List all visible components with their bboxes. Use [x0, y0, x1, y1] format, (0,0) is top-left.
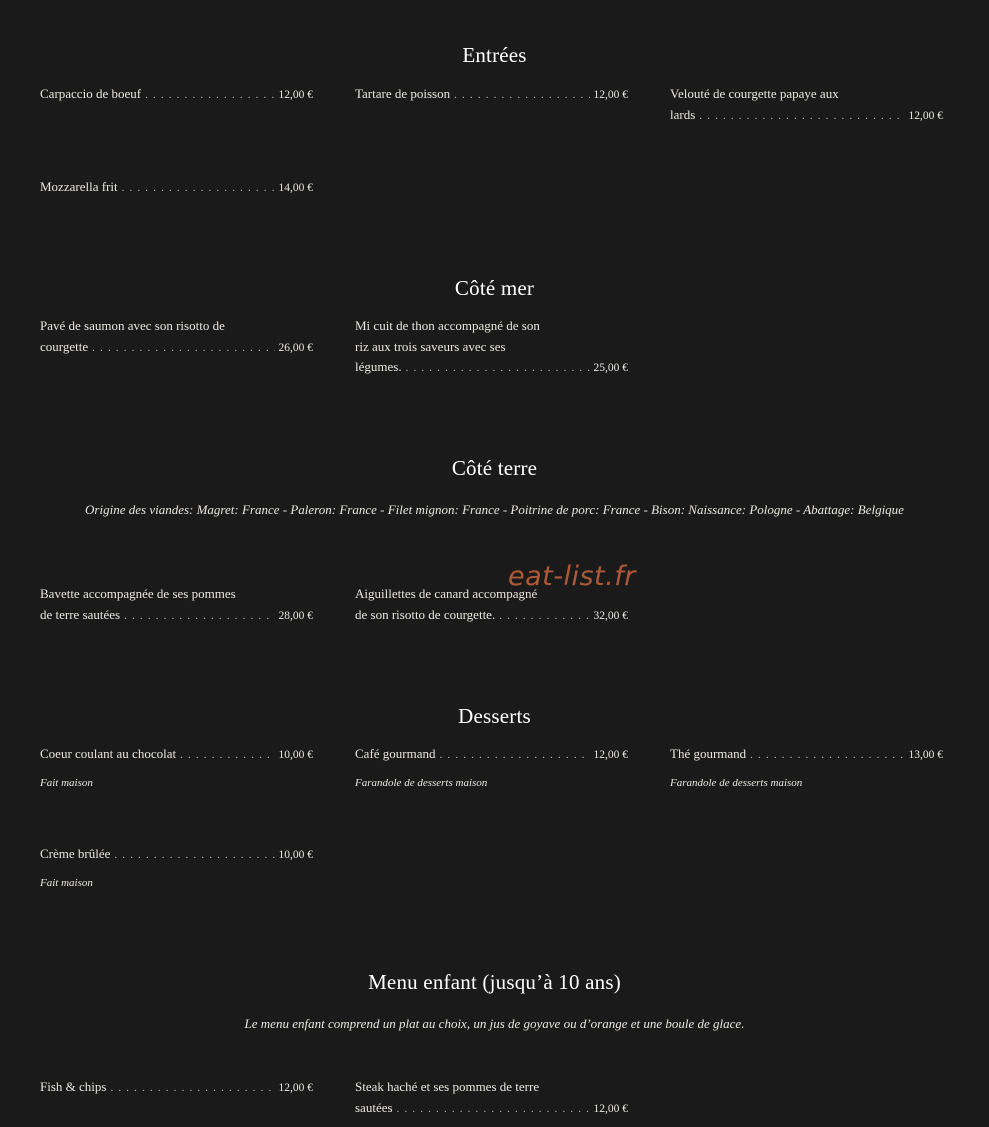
item-name: Mozzarella frit: [40, 179, 118, 194]
menu-item: [40, 84, 313, 106]
section-title-cote-mer: Côté mer: [454, 276, 535, 300]
menu-item: [40, 744, 313, 793]
dot-leader: [440, 745, 590, 766]
item-description: Fait maison: [40, 876, 93, 889]
item-name-line: Pavé de saumon avec son risotto de: [40, 318, 225, 333]
item-name-line: sautées: [355, 1099, 393, 1115]
menu-item: [355, 316, 628, 379]
dot-leader: [180, 745, 274, 766]
menu-item: [40, 844, 313, 893]
item-name-line: riz aux trois saveurs avec ses: [355, 338, 506, 354]
item-price: 12,00 €: [593, 89, 628, 101]
menu-item: [355, 84, 628, 106]
menu-item: [40, 1077, 313, 1099]
menu-item: [40, 316, 313, 358]
item-price: 12,00 €: [593, 749, 628, 761]
section-title-entrees: Entrées: [462, 43, 527, 67]
menu-item: [40, 584, 313, 626]
item-name-line: Mi cuit de thon accompagné de son: [355, 318, 540, 333]
dot-leader: [145, 85, 274, 106]
item-name-line: de son risotto de courgette.: [355, 606, 496, 622]
item-price: 26,00 €: [278, 341, 313, 354]
item-price: 10,00 €: [278, 749, 313, 761]
section-title-cote-terre: Côté terre: [451, 456, 538, 480]
dot-leader: [92, 338, 274, 359]
item-name-line: Steak haché et ses pommes de terre: [355, 1079, 540, 1094]
item-price: 28,00 €: [278, 609, 313, 622]
item-name-line: Bavette accompagnée de ses pommes: [40, 586, 236, 601]
item-name-line: de terre sautées: [40, 606, 121, 622]
item-name: Coeur coulant au chocolat: [40, 746, 177, 761]
menu-item: [355, 744, 628, 793]
section-title-menu-enfant: Menu enfant (jusqu’à 10 ans): [368, 970, 621, 994]
item-description: Fait maison: [40, 776, 93, 789]
item-price: 12,00 €: [593, 1102, 628, 1115]
item-name-line: Velouté de courgette papaye aux: [670, 86, 839, 101]
dot-leader: [122, 178, 275, 199]
item-name-line: légumes.: [355, 359, 402, 374]
menu-item: [355, 1077, 628, 1119]
item-name: Crème brûlée: [40, 846, 111, 861]
dot-leader: [114, 845, 274, 866]
dot-leader: [499, 606, 589, 627]
menu-item: [40, 177, 313, 199]
item-price: 12,00 €: [278, 1082, 313, 1094]
item-description: Farandole de desserts maison: [355, 776, 488, 789]
menu-item: [670, 84, 943, 126]
dot-leader: [406, 358, 590, 379]
item-name: Carpaccio de boeuf: [40, 86, 142, 101]
dot-leader: [750, 745, 904, 766]
item-price: 12,00 €: [278, 89, 313, 101]
item-name: Tartare de poisson: [355, 86, 451, 101]
item-description: Farandole de desserts maison: [670, 776, 803, 789]
dot-leader: [397, 1099, 590, 1120]
item-price: 12,00 €: [908, 109, 943, 122]
item-price: 14,00 €: [278, 182, 313, 194]
item-price: 13,00 €: [908, 749, 943, 761]
item-name-line: Aiguillettes de canard accompagné: [355, 586, 538, 601]
menu-item: [670, 744, 943, 793]
dot-leader: [699, 106, 904, 127]
section-title-desserts: Desserts: [458, 704, 531, 728]
section-note-meat-origin: Origine des viandes: Magret: France - Paleron: France - Filet mignon: France - Poitrine de porc: France - Bison: Naissance: Pologne - Abattage: Belgique: [85, 502, 904, 517]
dot-leader: [454, 85, 589, 106]
watermark-logo: eat-list.fr: [508, 561, 636, 592]
dot-leader: [110, 1078, 274, 1099]
item-price: 25,00 €: [593, 362, 628, 374]
item-name: Thé gourmand: [670, 746, 747, 761]
item-name-line: courgette: [40, 338, 89, 354]
section-note-kids-menu: Le menu enfant comprend un plat au choix, un jus de goyave ou d’orange et une boule de glace.: [244, 1016, 745, 1031]
item-price: 32,00 €: [593, 609, 628, 622]
item-name: Café gourmand: [355, 746, 436, 761]
item-price: 10,00 €: [278, 849, 313, 861]
dot-leader: [124, 606, 274, 627]
item-name: Fish & chips: [40, 1079, 107, 1094]
item-name-line: lards: [670, 106, 696, 122]
